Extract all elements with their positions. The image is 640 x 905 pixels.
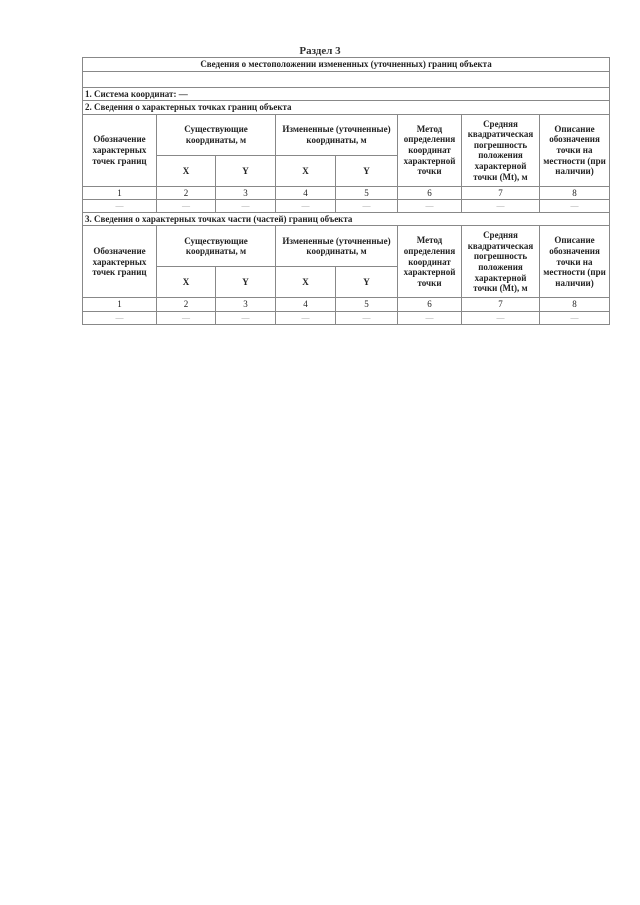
boundaries-table	[82, 57, 610, 325]
table-cell: —	[276, 200, 336, 212]
header-y: Y	[336, 155, 398, 186]
document-body	[82, 57, 609, 325]
column-number: 1	[83, 298, 157, 312]
header-y: Y	[336, 267, 398, 298]
column-number: 3	[216, 298, 276, 312]
header-method: Метод определения координат характерной точки	[398, 226, 462, 298]
table-cell: —	[276, 312, 336, 324]
table-cell: —	[157, 312, 216, 324]
column-number: 3	[216, 186, 276, 200]
column-number: 4	[276, 298, 336, 312]
header-designation: Обозначение характерных точек границ	[83, 226, 157, 298]
column-number: 7	[462, 186, 540, 200]
header-description: Описание обозначения точки на местности (при наличии)	[540, 114, 610, 186]
table-cell: —	[398, 200, 462, 212]
header-error: Средняя квадратическая погрешность положения характерной точки (Mt), м	[462, 114, 540, 186]
table-cell: —	[83, 312, 157, 324]
column-number: 4	[276, 186, 336, 200]
section-title: 2. Сведения о характерных точках границ объекта	[83, 101, 610, 115]
column-number: 2	[157, 298, 216, 312]
table-title: Сведения о местоположении измененных (уточненных) границ объекта	[83, 58, 610, 72]
section-title: 3. Сведения о характерных точках части (частей) границ объекта	[83, 212, 610, 226]
table-cell: —	[83, 200, 157, 212]
header-changed: Измененные (уточненные) координаты, м	[276, 226, 398, 267]
table-cell: —	[336, 312, 398, 324]
header-changed: Измененные (уточненные) координаты, м	[276, 114, 398, 155]
column-number: 5	[336, 298, 398, 312]
header-x: X	[276, 155, 336, 186]
column-number: 2	[157, 186, 216, 200]
table-cell: —	[540, 312, 610, 324]
header-x: X	[157, 267, 216, 298]
header-x: X	[157, 155, 216, 186]
header-existing: Существующие координаты, м	[157, 226, 276, 267]
column-number: 6	[398, 186, 462, 200]
table-cell: —	[216, 312, 276, 324]
column-number: 1	[83, 186, 157, 200]
table-cell: —	[157, 200, 216, 212]
empty-row	[83, 71, 610, 87]
page-title: Раздел 3	[299, 45, 341, 57]
header-y: Y	[216, 155, 276, 186]
column-number: 8	[540, 298, 610, 312]
column-number: 7	[462, 298, 540, 312]
header-error: Средняя квадратическая погрешность положения характерной точки (Mt), м	[462, 226, 540, 298]
coord-system-row: 1. Система координат: —	[83, 87, 610, 101]
column-number: 5	[336, 186, 398, 200]
header-description: Описание обозначения точки на местности (при наличии)	[540, 226, 610, 298]
header-existing: Существующие координаты, м	[157, 114, 276, 155]
table-cell: —	[398, 312, 462, 324]
table-cell: —	[462, 200, 540, 212]
header-y: Y	[216, 267, 276, 298]
column-number: 6	[398, 298, 462, 312]
column-number: 8	[540, 186, 610, 200]
table-cell: —	[540, 200, 610, 212]
header-method: Метод определения координат характерной точки	[398, 114, 462, 186]
header-designation: Обозначение характерных точек границ	[83, 114, 157, 186]
table-cell: —	[336, 200, 398, 212]
table-cell: —	[216, 200, 276, 212]
table-cell: —	[462, 312, 540, 324]
header-x: X	[276, 267, 336, 298]
